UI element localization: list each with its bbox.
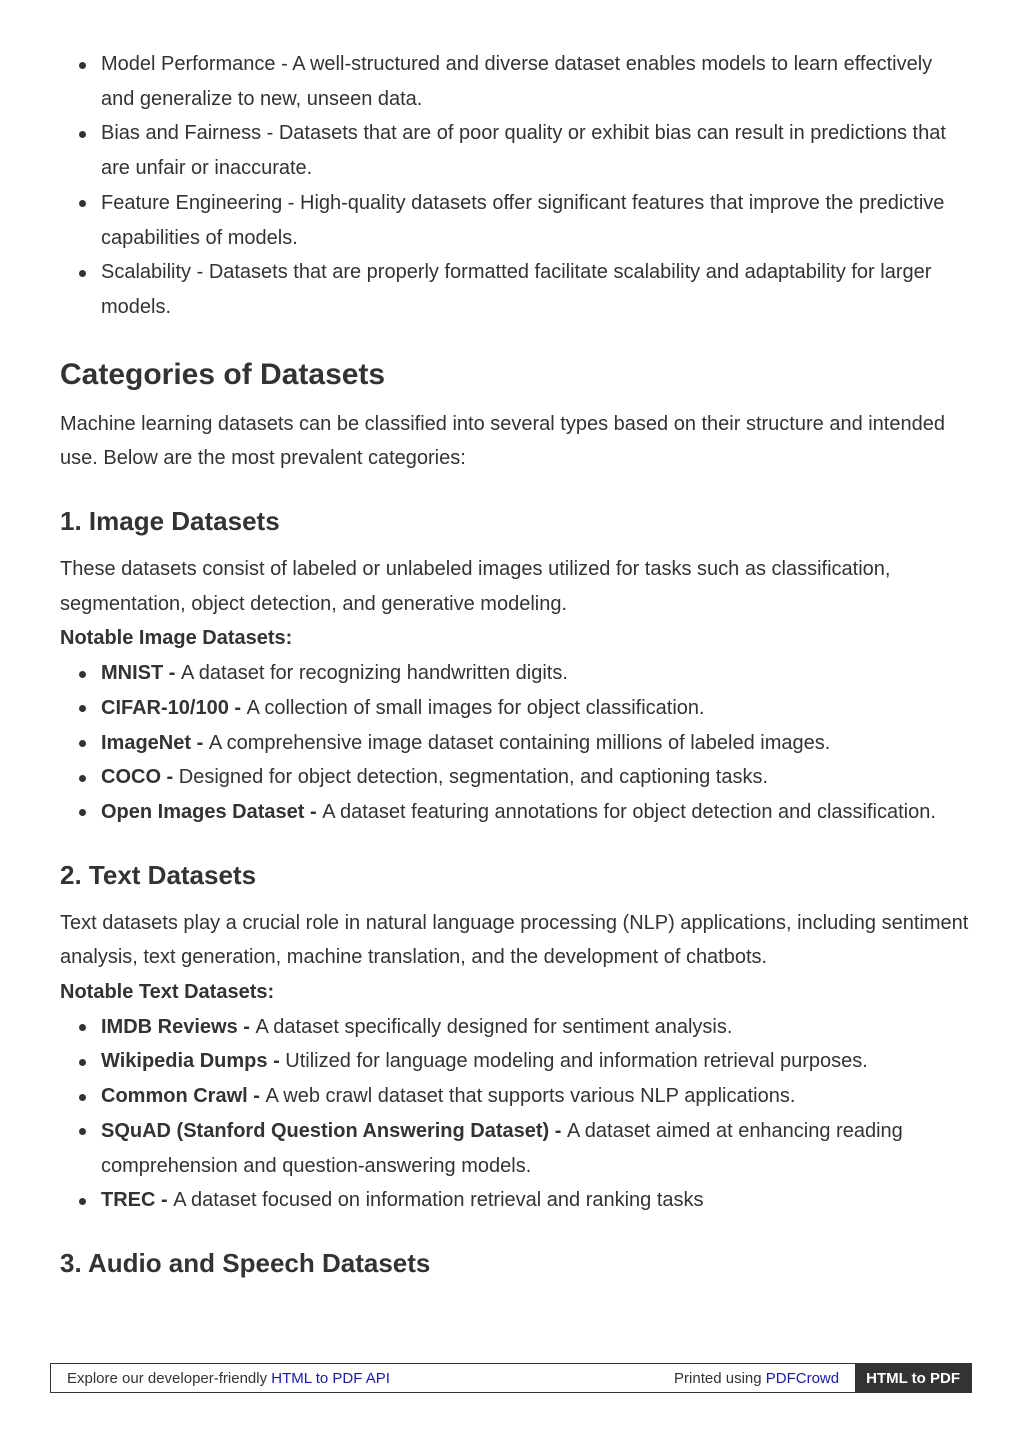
dataset-name: MNIST - bbox=[101, 662, 181, 685]
dataset-description: Utilized for language modeling and information retrieval purposes. bbox=[285, 1050, 868, 1073]
categories-intro: Machine learning datasets can be classified into several types based on their structure and intended use. Below are the most prevalent categories: bbox=[60, 412, 945, 470]
dataset-name: CIFAR-10/100 - bbox=[101, 696, 247, 719]
list-item bbox=[101, 656, 970, 691]
list-item bbox=[101, 1079, 970, 1114]
list-item: Scalability - Datasets that are properly formatted facilitate scalability and adaptability for larger models. bbox=[101, 255, 970, 324]
list-item bbox=[101, 726, 970, 761]
footer-explore bbox=[51, 1370, 674, 1387]
list-item bbox=[101, 691, 970, 726]
dataset-name: Open Images Dataset - bbox=[101, 800, 323, 823]
dataset-description: A comprehensive image dataset containing millions of labeled images. bbox=[208, 731, 831, 754]
text-datasets-description: Text datasets play a crucial role in natural language processing (NLP) applications, including sentiment analysis, text generation, machine translation, and the development of chatbots. bbox=[60, 911, 969, 969]
dataset-description: A dataset aimed at enhancing reading comprehension and question-answering models. bbox=[101, 1119, 903, 1177]
audio-datasets-heading: 3. Audio and Speech Datasets bbox=[60, 1247, 431, 1278]
image-datasets-heading: 1. Image Datasets bbox=[60, 506, 280, 537]
dataset-description: A dataset for recognizing handwritten digits. bbox=[181, 662, 568, 685]
notable-image-datasets-label: Notable Image Datasets: bbox=[60, 627, 293, 650]
dataset-name: COCO - bbox=[101, 766, 179, 789]
footer-explore-text: Explore our developer-friendly bbox=[67, 1369, 272, 1387]
footer-printed-text: Printed using bbox=[674, 1369, 766, 1387]
list-item: Model Performance - A well-structured and diverse dataset enables models to learn effectively and generalize to new, unseen data. bbox=[101, 47, 970, 116]
list-item bbox=[101, 760, 970, 795]
dataset-name: IMDB Reviews - bbox=[101, 1015, 256, 1038]
list-item bbox=[101, 1114, 970, 1183]
pdfcrowd-link[interactable]: PDFCrowd bbox=[765, 1369, 840, 1387]
dataset-name: SQuAD (Stanford Question Answering Dataset) - bbox=[101, 1119, 567, 1142]
dataset-description: A dataset featuring annotations for object detection and classification. bbox=[322, 800, 936, 823]
document-body bbox=[60, 47, 970, 1280]
dataset-name: Common Crawl - bbox=[101, 1085, 266, 1108]
text-datasets-list bbox=[60, 1010, 970, 1218]
intro-bullet-list bbox=[60, 47, 970, 325]
dataset-description: A dataset focused on information retrieval and ranking tasks bbox=[173, 1189, 704, 1212]
list-item bbox=[101, 795, 970, 830]
list-item bbox=[101, 1044, 970, 1079]
list-item: Bias and Fairness - Datasets that are of poor quality or exhibit bias can result in predictions that are unfair or inaccurate. bbox=[101, 116, 970, 185]
dataset-description: A web crawl dataset that supports various NLP applications. bbox=[265, 1085, 796, 1108]
image-datasets-description: These datasets consist of labeled or unlabeled images utilized for tasks such as classification, segmentation, object detection, and generative modeling. bbox=[60, 558, 891, 615]
list-item: Feature Engineering - High-quality datasets offer significant features that improve the predictive capabilities of models. bbox=[101, 186, 970, 255]
html-to-pdf-api-link[interactable]: HTML to PDF API bbox=[271, 1369, 390, 1387]
list-item bbox=[101, 1183, 970, 1218]
dataset-name: Wikipedia Dumps - bbox=[101, 1050, 286, 1073]
dataset-description: Designed for object detection, segmentation, and captioning tasks. bbox=[178, 766, 769, 789]
categories-heading: Categories of Datasets bbox=[60, 357, 386, 391]
dataset-name: TREC - bbox=[101, 1189, 174, 1212]
html-to-pdf-badge[interactable]: HTML to PDF bbox=[855, 1364, 971, 1392]
image-datasets-list bbox=[60, 656, 970, 830]
footer-printed bbox=[674, 1370, 855, 1387]
pdf-footer-bar bbox=[50, 1363, 972, 1393]
text-datasets-heading: 2. Text Datasets bbox=[60, 859, 257, 890]
list-item bbox=[101, 1010, 970, 1045]
dataset-description: A collection of small images for object classification. bbox=[246, 696, 705, 719]
dataset-description: A dataset specifically designed for sentiment analysis. bbox=[255, 1015, 733, 1038]
notable-text-datasets-label: Notable Text Datasets: bbox=[60, 981, 275, 1004]
dataset-name: ImageNet - bbox=[101, 731, 209, 754]
